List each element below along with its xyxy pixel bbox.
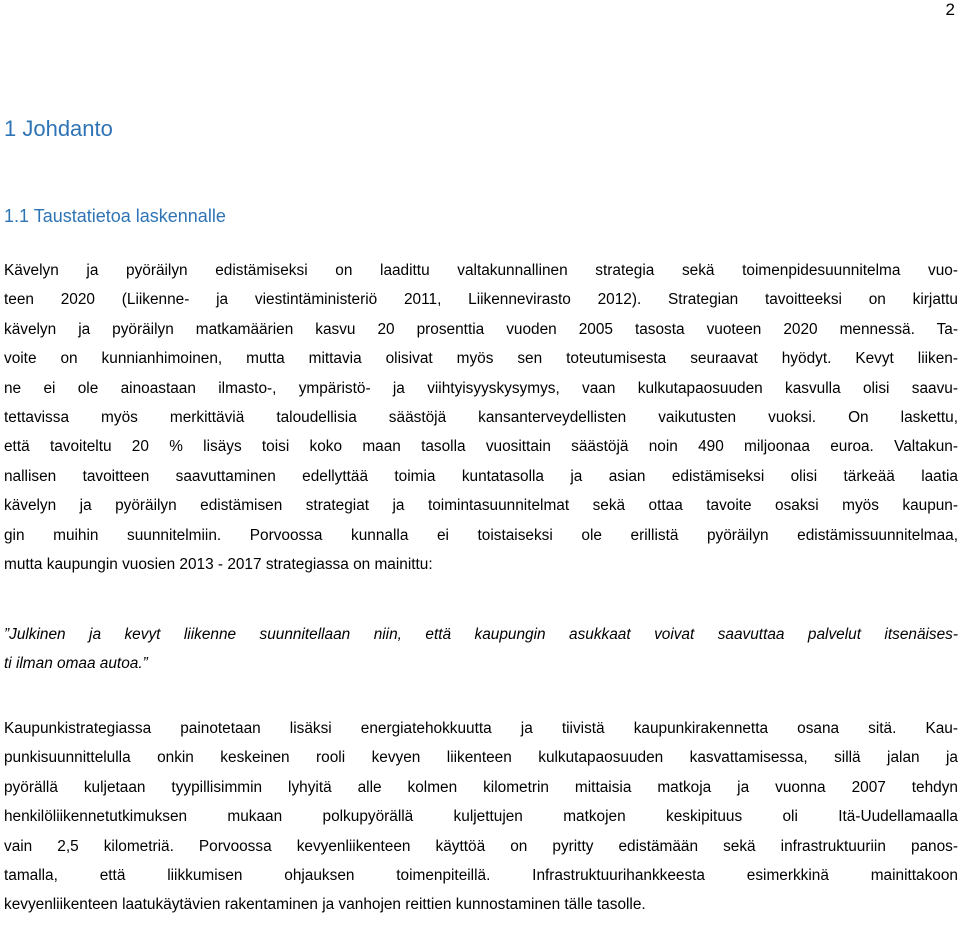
paragraph-line: pyörällä kuljetaan tyypillisimmin lyhyitä alle kolmen kilometrin mittaisia matkoja ja vuonna 2007 tehdyn — [4, 778, 958, 796]
paragraph-line: mutta kaupungin vuosien 2013 - 2017 strategiassa on mainittu: — [4, 555, 433, 573]
paragraph-line: kevyenliikenteen laatukäytävien rakentaminen ja vanhojen reittien kunnostaminen tälle tasolle. — [4, 896, 646, 914]
intro-paragraph — [4, 256, 958, 579]
chapter-heading: 1 Johdanto — [4, 116, 113, 141]
paragraph-line: vain 2,5 kilometriä. Porvoossa kevyenliikenteen käyttöä on pyritty edistämään sekä infrastruktuuriin panos- — [4, 837, 958, 855]
paragraph-line: punkisuunnittelulla onkin keskeinen rooli kevyen liikenteen kulkutapaosuuden kasvattamisessa, sillä jalan ja — [4, 749, 958, 767]
paragraph-line: tettavissa myös merkittäviä taloudellisia säästöjä kansanterveydellisten vaikutusten vuoksi. On laskettu, — [4, 408, 958, 426]
paragraph-line: Kävelyn ja pyöräilyn edistämiseksi on laadittu valtakunnallinen strategia sekä toimenpidesuunnitelma vuo- — [4, 262, 958, 279]
paragraph-line: ne ei ole ainoastaan ilmasto-, ympäristö- ja viihtyisyyskysymys, vaan kulkutapaosuuden kasvulla olisi saavu- — [4, 379, 958, 397]
strategy-paragraph — [4, 714, 958, 920]
paragraph-line: kävelyn ja pyöräilyn edistämisen strategiat ja toimintasuunnitelmat sekä ottaa tavoite osaksi myös kaupun- — [4, 497, 958, 515]
section-heading: 1.1 Taustatietoa laskennalle — [4, 206, 226, 226]
paragraph-line: että tavoiteltu 20 % lisäys toisi koko maan tasolla vuosittain säästöjä noin 490 miljoonaa euroa. Valtakun- — [4, 438, 958, 456]
quote-line: ”Julkinen ja kevyt liikenne suunnitellaan niin, että kaupungin asukkaat voivat saavuttaa palvelut itsenäises- — [4, 626, 958, 643]
strategy-quote — [4, 620, 958, 679]
paragraph-line: tamalla, että liikkumisen ohjauksen toimenpiteillä. Infrastruktuurihankkeesta esimerkkinä mainittakoon — [4, 866, 958, 884]
paragraph-line: henkilöliikennetutkimuksen mukaan polkupyörällä kuljettujen matkojen keskipituus oli Itä-Uudellamaalla — [4, 808, 958, 826]
paragraph-line: Kaupunkistrategiassa painotetaan lisäksi energiatehokkuutta ja tiivistä kaupunkirakennetta osana sitä. Kau- — [4, 720, 958, 737]
paragraph-line: teen 2020 (Liikenne- ja viestintäministeriö 2011, Liikennevirasto 2012). Strategian tavoitteeksi on kirjattu — [4, 291, 958, 309]
paragraph-line: kävelyn ja pyöräilyn matkamäärien kasvu 20 prosenttia vuoden 2005 tasosta vuoteen 2020 mennessä. Ta- — [4, 320, 958, 338]
paragraph-line: nallisen tavoitteen saavuttaminen edellyttää toimia kuntatasolla ja asian edistämiseksi olisi tärkeää laatia — [4, 467, 958, 485]
quote-line: ti ilman omaa autoa.” — [4, 655, 148, 673]
paragraph-line: gin muihin suunnitelmiin. Porvoossa kunnalla ei toistaiseksi ole erillistä pyöräilyn edistämissuunnitelmaa, — [4, 526, 958, 544]
paragraph-line: voite on kunnianhimoinen, mutta mittavia olisivat myös sen toteutumisesta seuraavat hyödyt. Kevyt liiken- — [4, 350, 958, 368]
page-number: 2 — [945, 0, 955, 19]
